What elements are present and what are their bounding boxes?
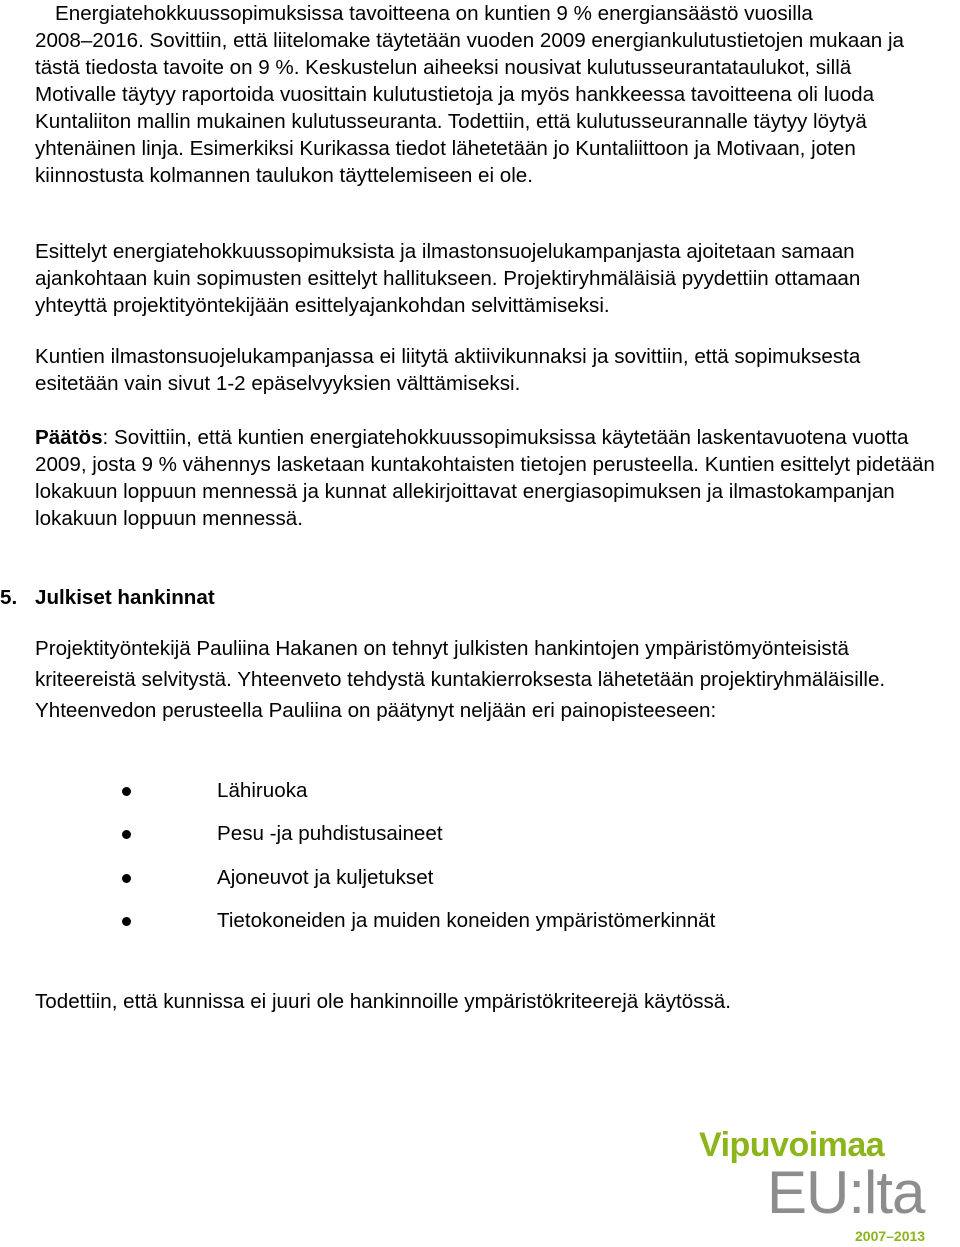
bullet-icon xyxy=(122,874,131,883)
list-item-label: Lähiruoka xyxy=(217,779,308,802)
paragraph-decision xyxy=(35,424,935,532)
section-title: Julkiset hankinnat xyxy=(35,586,215,609)
list-item-label: Ajoneuvot ja kuljetukset xyxy=(217,865,434,889)
paragraph-body: 2008–2016. Sovittiin, että liitelomake täytetään vuoden 2009 energiankulutustietojen mukaan ja tästä tiedosta tavoite on 9 %. Keskustelun aiheeksi nousivat kulutusseurantataulukot, sillä Motivalle täytyy raportoida vuosittain kulutustietoja ja myös hankkeessa tavoitteena oli luoda Kuntaliiton mallin mukainen kulutusseuranta. Todettiin, että kulutusseurannalle täytyy löytyä yhtenäinen linja. Esimerkiksi Kurikassa tiedot lähetetään jo Kuntaliittoon ja Motivaan, joten kiinnostusta kolmannen taulukon täyttelemiseen ei ole. xyxy=(35,29,904,187)
section-number: 5. xyxy=(0,586,18,609)
paragraph-climate-campaign: Kuntien ilmastonsuojelukampanjassa ei liitytä aktiivikunnaksi ja sovittiin, että sopimuksesta esitetään vain sivut 1-2 epäselvyyksien välttämiseksi. xyxy=(35,345,861,395)
paragraph-presentations: Esittelyt energiatehokkuussopimuksista ja ilmastonsuojelukampanjasta ajoitetaan samaan ajankohtaan kuin sopimusten esittelyt hallitukseen. Projektiryhmäläisiä pyydettiin ottamaan yhteyttä projektityöntekijään esittelyajankohdan selvittämiseksi. xyxy=(35,240,861,317)
logo-years: 2007–2013 xyxy=(855,1228,926,1244)
list-item-label: Pesu -ja puhdistusaineet xyxy=(217,822,443,846)
logo-line-1: Vipuvoimaa xyxy=(699,1126,885,1164)
paragraph-conclusion: Todettiin, että kunnissa ei juuri ole hankinnoille ympäristökriteerejä käytössä. xyxy=(35,990,731,1013)
paragraph-energy-targets xyxy=(35,0,935,189)
bullet-icon xyxy=(122,787,131,796)
paragraph-procurement: Projektityöntekijä Pauliina Hakanen on tehnyt julkisten hankintojen ympäristömyönteisistä kriteereistä selvitystä. Yhteenveto tehdystä kuntakierroksesta lähetetään projektiryhmäläisille. Yhteenvedon perusteella Pauliina on päätynyt neljään eri painopisteeseen: xyxy=(35,637,886,722)
list-item xyxy=(0,862,900,905)
bullet-icon xyxy=(122,830,131,839)
focus-areas-list xyxy=(0,775,900,948)
bullet-icon xyxy=(122,917,131,926)
list-item xyxy=(0,775,900,818)
list-item-label: Tietokoneiden ja muiden koneiden ympäristömerkinnät xyxy=(217,908,716,932)
decision-label: Päätös xyxy=(35,426,103,449)
vipuvoimaa-eu-logo xyxy=(699,1127,959,1247)
logo-line-2: EU:lta xyxy=(767,1159,925,1226)
list-item xyxy=(0,818,900,861)
decision-text: : Sovittiin, että kuntien energiatehokkuussopimuksissa käytetään laskentavuotena vuotta 2009, josta 9 % vähennys lasketaan kuntakohtaisten tietojen perusteella. Kuntien esittelyt pidetään lokakuun loppuun mennessä ja kunnat allekirjoittavat energiasopimuksen ja ilmastokampanjan lokakuun loppuun mennessä. xyxy=(35,426,935,530)
list-item xyxy=(0,905,900,948)
paragraph-first-line: Energiatehokkuussopimuksissa tavoitteena on kuntien 9 % energiansäästö vuosilla xyxy=(55,2,813,25)
